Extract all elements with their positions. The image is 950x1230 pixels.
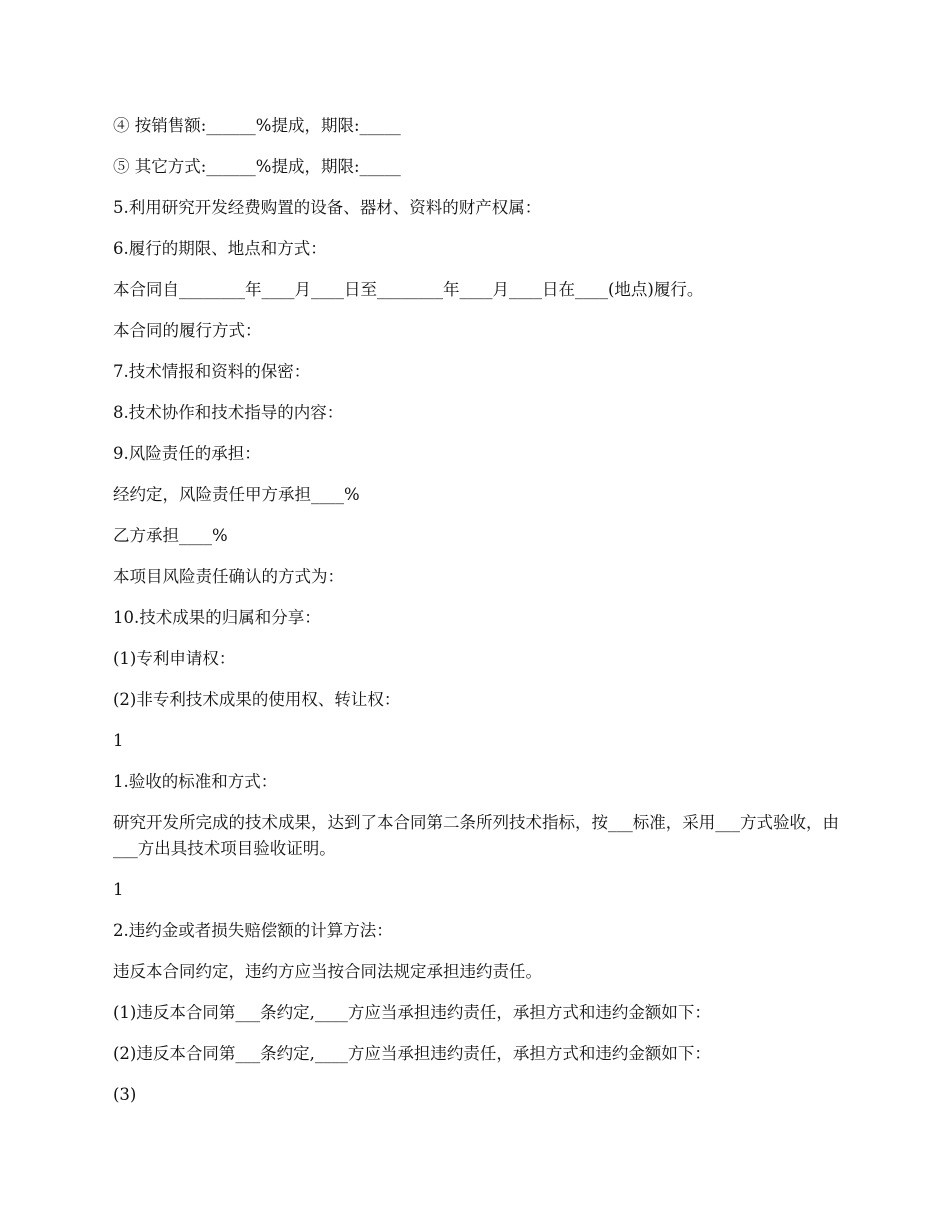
clause-paragraph: 研究开发所完成的技术成果，达到了本合同第二条所列技术指标，按___标准，采用___方式验收，由___方出具技术项目验收证明。 bbox=[113, 813, 839, 858]
clause-line: 本合同的履行方式： bbox=[113, 321, 262, 340]
clause-line: (3) bbox=[113, 1085, 137, 1104]
clause-line: (2)违反本合同第___条约定,____方应当承担违约责任，承担方式和违约金额如下： bbox=[113, 1044, 711, 1063]
clause-number: 1 bbox=[113, 731, 124, 750]
clause-heading: 1.验收的标准和方式： bbox=[113, 772, 278, 791]
clause-heading: 6.履行的期限、地点和方式： bbox=[113, 239, 327, 258]
clause-heading: 7.技术情报和资料的保密： bbox=[113, 362, 311, 381]
clause-heading: 10.技术成果的归属和分享： bbox=[113, 608, 321, 627]
clause-line: (2)非专利技术成果的使用权、转让权： bbox=[113, 690, 401, 709]
clause-line: ④ 按销售额:______%提成，期限:_____ bbox=[113, 116, 401, 135]
clause-line: (1)违反本合同第___条约定,____方应当承担违约责任，承担方式和违约金额如下： bbox=[113, 1003, 711, 1022]
clause-line: 本合同自________年____月____日至________年____月____日在____(地点)履行。 bbox=[113, 280, 704, 299]
clause-line: 经约定，风险责任甲方承担____% bbox=[113, 485, 360, 504]
clause-heading: 8.技术协作和技术指导的内容： bbox=[113, 403, 344, 422]
clause-line: 本项目风险责任确认的方式为： bbox=[113, 567, 344, 586]
clause-line: 乙方承担____% bbox=[113, 526, 228, 545]
clause-heading: 2.违约金或者损失赔偿额的计算方法： bbox=[113, 921, 393, 940]
clause-heading: 5.利用研究开发经费购置的设备、器材、资料的财产权属： bbox=[113, 198, 542, 217]
clause-line: ⑤ 其它方式:______%提成，期限:_____ bbox=[113, 157, 401, 176]
clause-number: 1 bbox=[113, 880, 124, 899]
clause-line: (1)专利申请权： bbox=[113, 649, 236, 668]
clause-line: 违反本合同约定，违约方应当按合同法规定承担违约责任。 bbox=[113, 962, 542, 981]
clause-heading: 9.风险责任的承担： bbox=[113, 444, 261, 463]
document-body bbox=[113, 113, 840, 1123]
